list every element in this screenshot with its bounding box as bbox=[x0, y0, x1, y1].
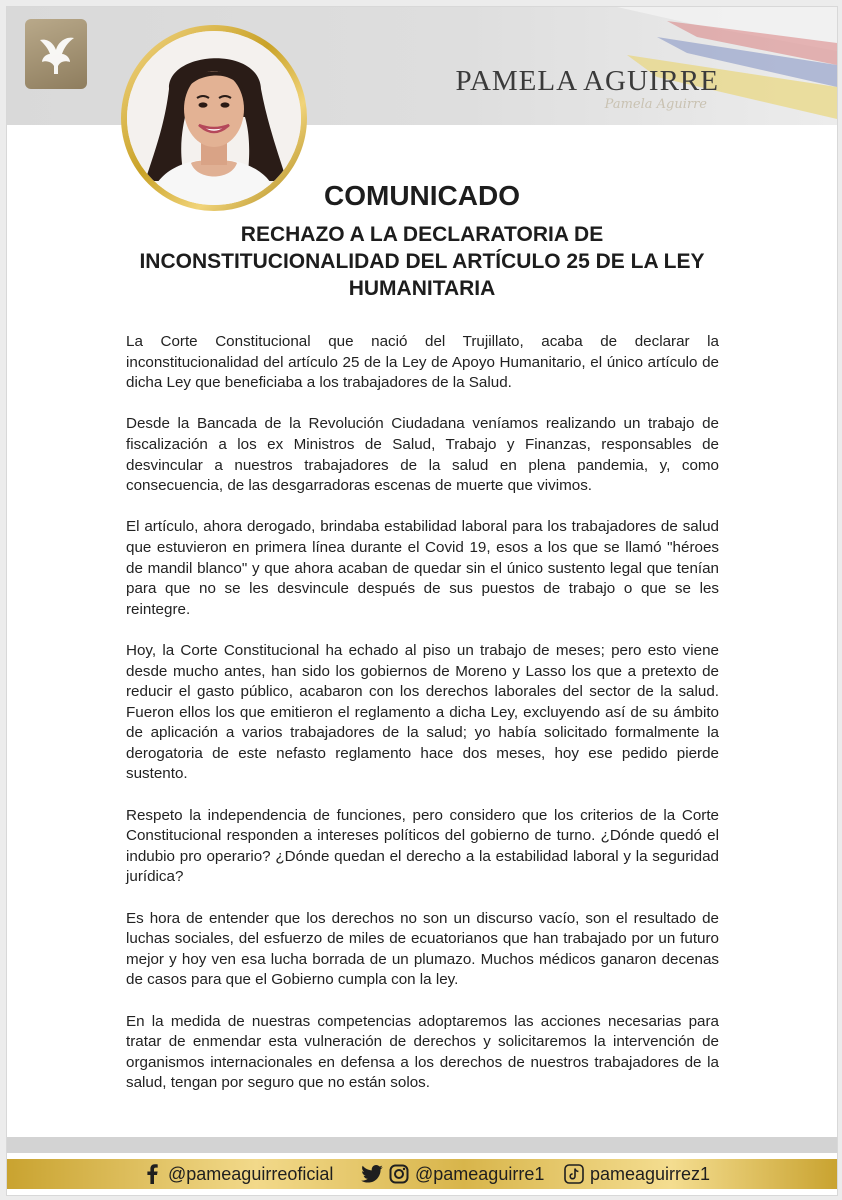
woman-portrait-icon bbox=[127, 31, 301, 205]
paragraph: Desde la Bancada de la Revolución Ciudadana veníamos realizando un trabajo de fiscalización a los ex Ministros de Salud, Trabajo y Finanzas, responsables de desvincular a nuestros trabajadores de la salud en plena pandemia, y, como consecuencia, de las desgarradoras escenas de muerte que vivimos. bbox=[126, 415, 719, 495]
brand-signature: Pamela Aguirre bbox=[604, 97, 707, 112]
paragraph: En la medida de nuestras competencias adoptaremos las acciones necesarias para tratar de enmendar esta vulneración de derechos y solicitaremos la intervención de organismos internacionales en defensa a los derechos de nuestros trabajadores de la salud, tengan por seguro que no están solos. bbox=[126, 1012, 719, 1092]
facebook-link[interactable] bbox=[141, 1159, 333, 1189]
document-page bbox=[6, 6, 838, 1196]
page-title: COMUNICADO bbox=[324, 180, 520, 211]
tiktok-handle: pameaguirrez1 bbox=[590, 1163, 711, 1184]
twitter-instagram-link[interactable] bbox=[361, 1159, 544, 1189]
party-logo bbox=[25, 19, 87, 89]
facebook-handle: @pameaguirreoficial bbox=[168, 1163, 334, 1184]
footer-gray-band bbox=[7, 1137, 837, 1153]
statement-body bbox=[126, 332, 719, 1115]
subtitle-line: RECHAZO A LA DECLARATORIA DE bbox=[240, 223, 604, 246]
facebook-icon bbox=[141, 1163, 163, 1185]
portrait-photo bbox=[127, 31, 301, 205]
bird-icon bbox=[34, 30, 78, 78]
tiktok-icon bbox=[563, 1163, 585, 1185]
twitter-icon bbox=[361, 1163, 383, 1185]
paragraph: El artículo, ahora derogado, brindaba estabilidad laboral para los trabajadores de salud que estuvieron en primera línea durante el Covid 19, esos a los que se llamó "héroes de mandil blanco" y que ahora acaban de quedar sin el único sustento legal que tenían para que no se les desvincule después de sus puestos de trabajo o que se les reintegre. bbox=[126, 518, 719, 618]
paragraph: Es hora de entender que los derechos no son un discurso vacío, son el resultado de luchas sociales, del esfuerzo de miles de ecuatorianos que han trabajado por un futuro mejor y hoy ven esa lucha borrada de un plumazo. Muchos médicos ganaron decenas de casos para que el Gobierno cumpla con la ley. bbox=[126, 909, 719, 989]
tiktok-link[interactable] bbox=[563, 1159, 710, 1189]
instagram-icon bbox=[388, 1163, 410, 1185]
paragraph: Hoy, la Corte Constitucional ha echado al piso un trabajo de meses; pero esto viene desde mucho antes, han sido los gobiernos de Moreno y Lasso los que a pretexto de reducir el gasto público, acabaron con los derechos laborales del sector de la salud. Fueron ellos los que emitieron el reglamento a dicha Ley, excluyendo así de su ámbito de aplicación a varios trabajadores de la salud; yo había solicitado formalmente la derogatoria de este nefasto reglamento hace dos meses, hoy ese pedido pierde sustento. bbox=[126, 641, 719, 783]
twitter-instagram-handle: @pameaguirre1 bbox=[415, 1163, 545, 1184]
document-subtitle bbox=[107, 221, 737, 302]
paragraph: Respeto la independencia de funciones, pero considero que los criterios de la Corte Constitucional responden a intereses políticos del gobierno de turno. ¿Dónde quedó el indubio pro operario? ¿Dónde quedan el derecho a la estabilidad laboral y la seguridad jurídica? bbox=[126, 806, 719, 886]
paragraph: La Corte Constitucional que nació del Trujillato, acaba de declarar la inconstitucionalidad del artículo 25 de la Ley de Apoyo Humanitario, el único artículo de dicha Ley que beneficiaba a los trabajadores de la Salud. bbox=[126, 333, 719, 392]
brand-name: PAMELA AGUIRRE bbox=[455, 65, 719, 97]
subtitle-line: HUMANITARIA bbox=[348, 277, 496, 300]
subtitle-line: INCONSTITUCIONALIDAD DEL ARTÍCULO 25 DE LA LEY bbox=[139, 250, 705, 273]
